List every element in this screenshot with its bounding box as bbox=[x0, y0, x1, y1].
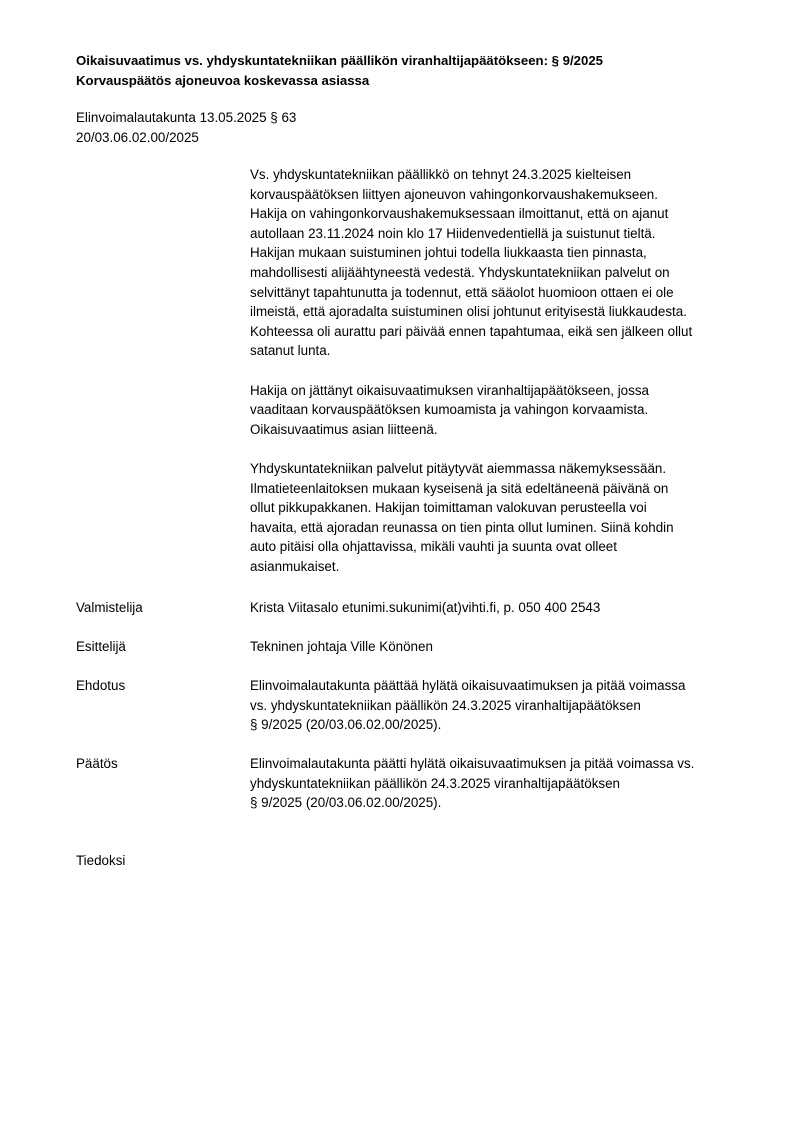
preparer-value: Krista Viitasalo etunimi.sukunimi(at)vihti.fi, p. 050 400 2543 bbox=[250, 600, 601, 615]
title-line-2: Korvauspäätös ajoneuvoa koskevassa asiassa bbox=[76, 73, 370, 88]
decision-value: Elinvoimalautakunta päätti hylätä oikaisuvaatimuksen ja pitää voimassa vs. yhdyskuntatekniikan päällikön 24.3.2025 viranhaltijapäätöksen § 9/2025 (20/03.06.02.00/2025). bbox=[250, 756, 695, 811]
title-line-1: Oikaisuvaatimus vs. yhdyskuntatekniikan päällikön viranhaltijapäätökseen: § 9/2025 bbox=[76, 53, 603, 68]
paragraph-background: Vs. yhdyskuntatekniikan päällikkö on tehnyt 24.3.2025 kielteisen korvauspäätöksen liittyen ajoneuvon vahingonkorvaushakemukseen. Hakija on vahingonkorvaushakemuksessaan ilmoittanut, että on ajanut autollaan 23.11.2024 noin klo 17 Hiidenvedentiellä ja suistunut tieltä. Hakijan mukaan suistuminen johtui todella liukkaasta tien pinnasta, mahdollisesti alijäähtyneestä vedestä. Yhdyskuntatekniikan palvelut on selvittänyt tapahtunutta ja todennut, että sääolot huomioon ottaen ei ole ilmeistä, että ajoradalta suistuminen olisi johtunut erityisestä liukkaudesta. Kohteessa oli aurattu pari päivää ennen tapahtumaa, eikä sen jälkeen ollut satanut lunta. bbox=[250, 167, 693, 359]
meeting-reference: Elinvoimalautakunta 13.05.2025 § 63 bbox=[76, 110, 297, 125]
paragraph-position: Yhdyskuntatekniikan palvelut pitäytyvät aiemmassa näkemyksessään. Ilmatieteenlaitoksen mukaan kyseisenä ja sitä edeltäneenä päivänä on ollut pikkupakkanen. Hakijan toimittaman valokuvan perusteella voi havaita, että ajoradan reunassa on tien pinta ollut luminen. Siinä kohdin auto pitäisi olla ohjattavissa, mikäli vauhti ja suunta ovat olleet asianmukaiset. bbox=[250, 460, 674, 574]
info-label: Tiedoksi bbox=[76, 853, 126, 868]
document-title bbox=[76, 51, 756, 91]
paragraph-appeal: Hakija on jättänyt oikaisuvaatimuksen viranhaltijapäätökseen, jossa vaaditaan korvauspäätöksen kumoamista ja vahingon korvaamista. Oikaisuvaatimus asian liitteenä. bbox=[250, 382, 649, 437]
diary-number: 20/03.06.02.00/2025 bbox=[76, 130, 199, 145]
proposal-value: Elinvoimalautakunta päättää hylätä oikaisuvaatimuksen ja pitää voimassa vs. yhdyskuntatekniikan päällikön 24.3.2025 viranhaltijapäätöksen § 9/2025 (20/03.06.02.00/2025). bbox=[250, 678, 686, 733]
decision-label: Päätös bbox=[76, 756, 118, 771]
meeting-meta bbox=[76, 108, 296, 148]
proposal-label: Ehdotus bbox=[76, 678, 126, 693]
presenter-value: Tekninen johtaja Ville Könönen bbox=[250, 639, 433, 654]
preparer-label: Valmistelija bbox=[76, 600, 143, 615]
case-description bbox=[250, 165, 745, 596]
presenter-label: Esittelijä bbox=[76, 639, 126, 654]
